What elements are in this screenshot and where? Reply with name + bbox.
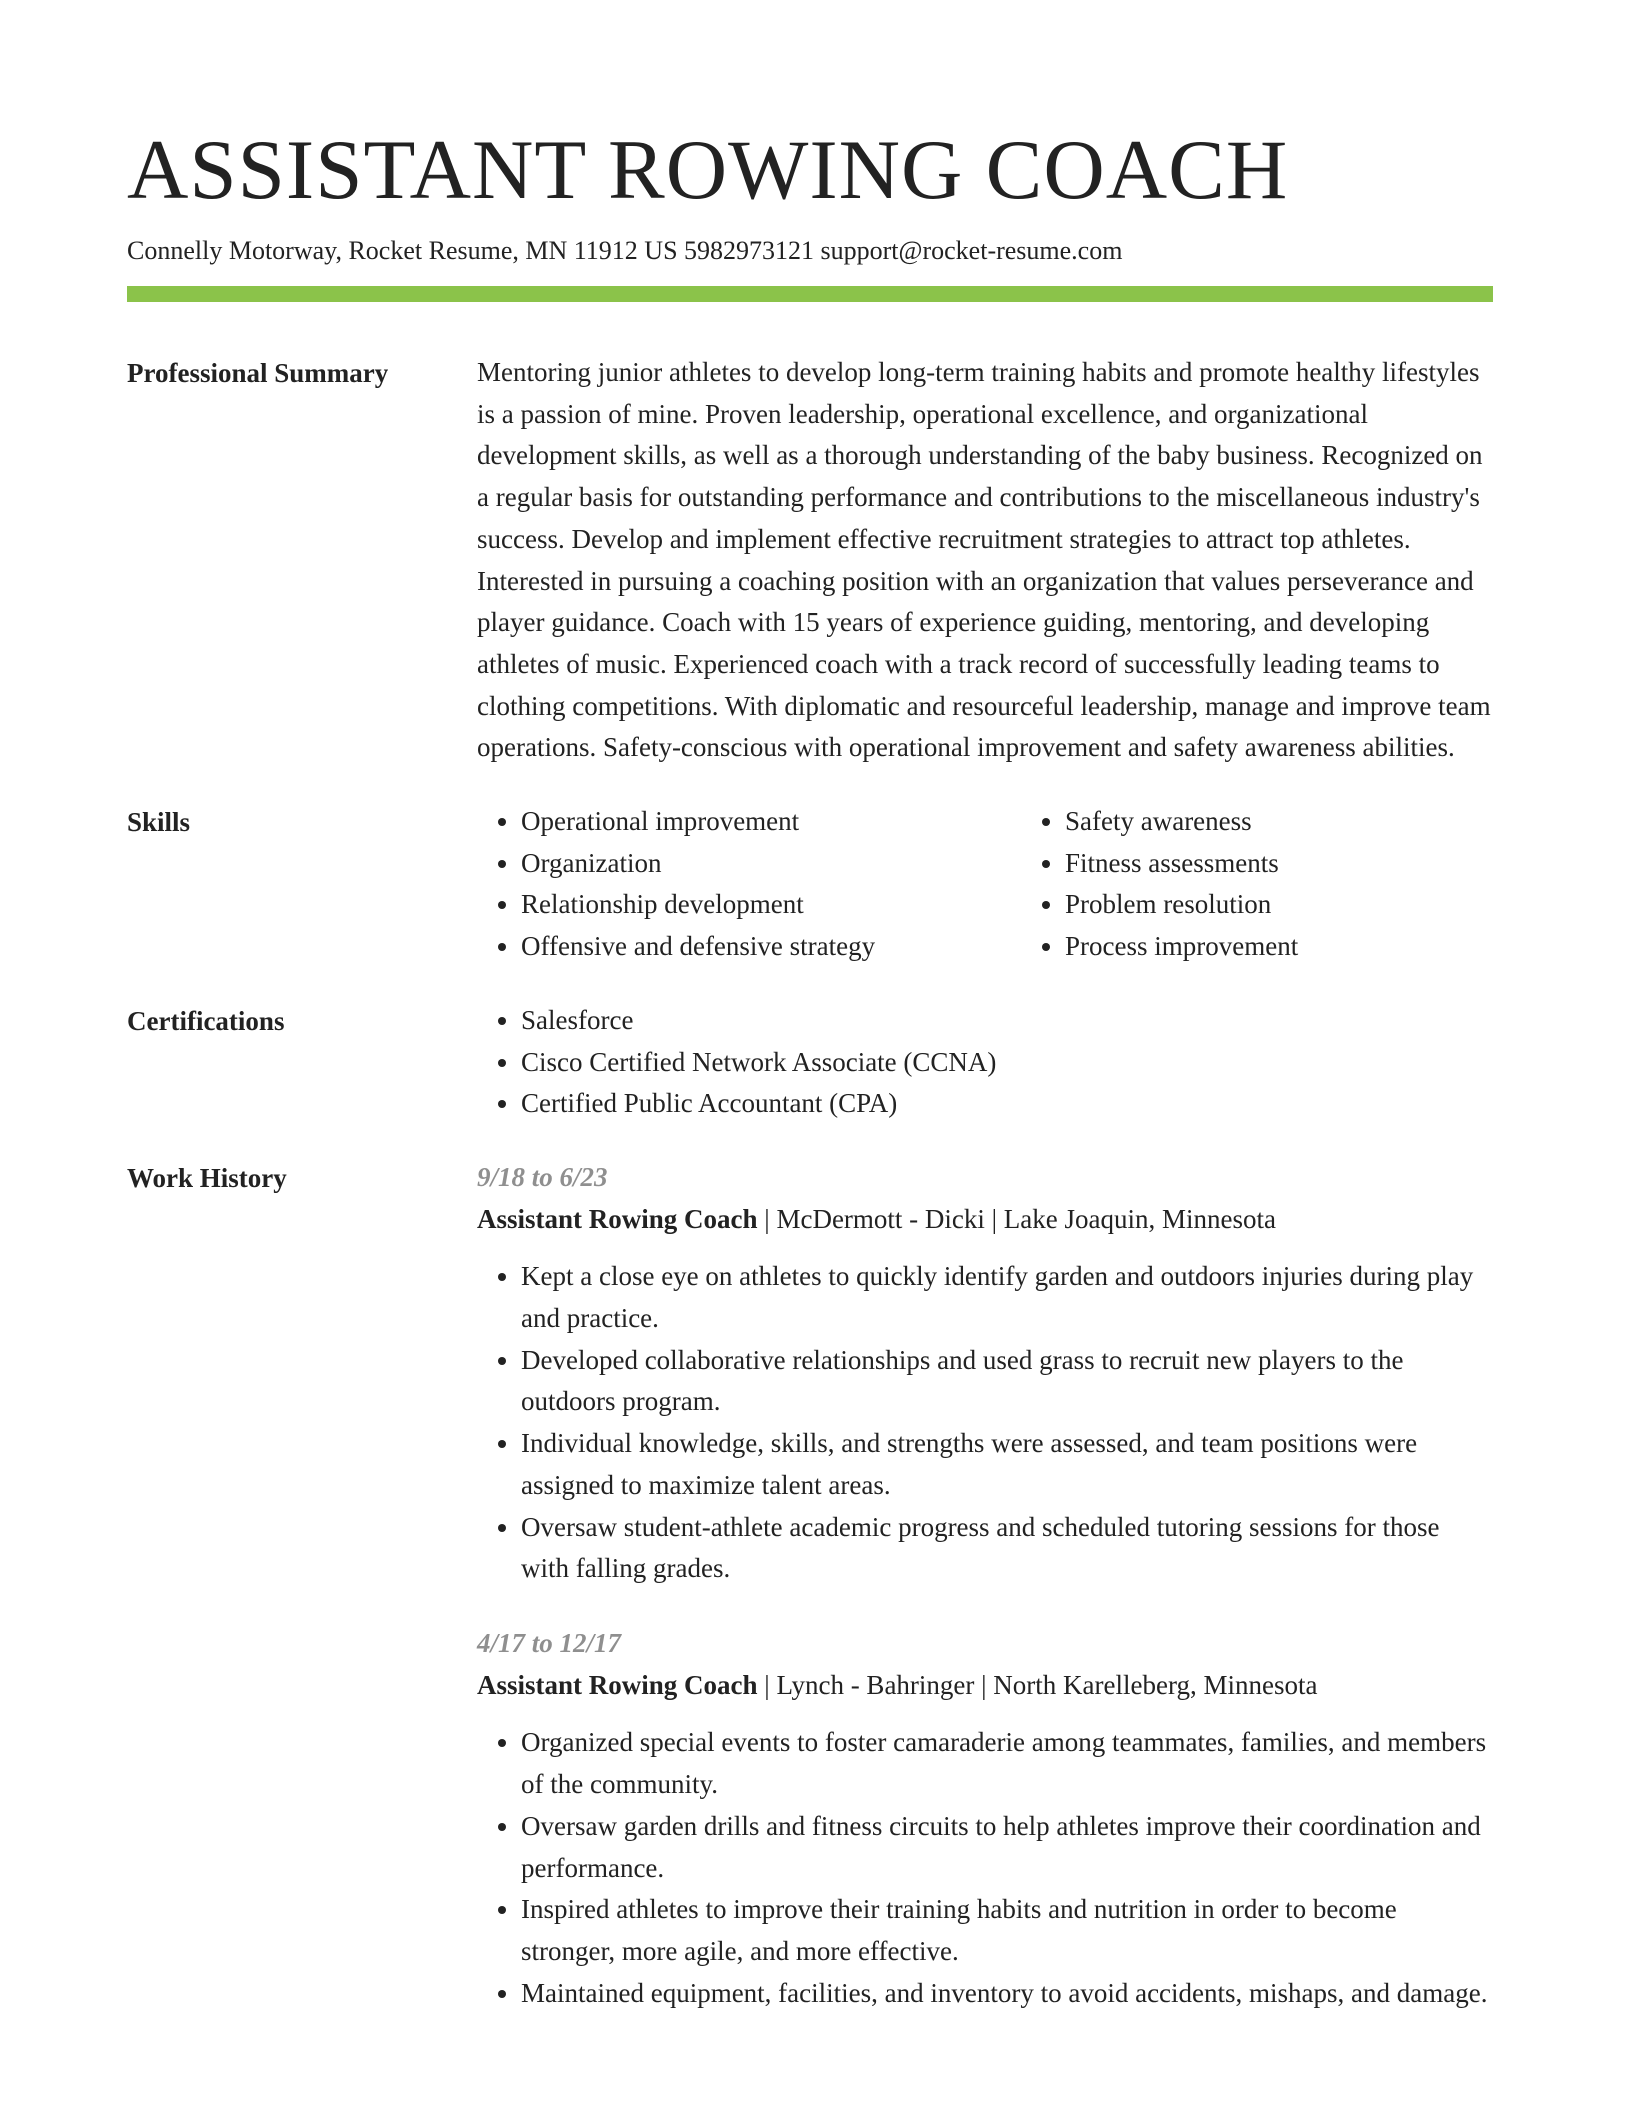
job-bullet: • Maintained equipment, facilities, and inventory to avoid accidents, mishaps, and damage. xyxy=(521,1973,1493,2015)
section-heading: Professional Summary xyxy=(127,358,389,388)
skills-list xyxy=(477,801,1565,968)
job-employer-location: | Lynch - Bahringer | North Karelleberg, Minnesota xyxy=(757,1669,1318,1700)
skills-column-right xyxy=(1021,801,1565,968)
skill-item: • Offensive and defensive strategy xyxy=(521,926,1021,968)
contact-info: Connelly Motorway, Rocket Resume, MN 11912 US 5982973121 support@rocket-resume.com xyxy=(127,236,1123,265)
job-entry xyxy=(477,1157,1493,1590)
job-title: Assistant Rowing Coach xyxy=(477,1669,758,1700)
accent-divider xyxy=(127,286,1493,302)
job-employer-location: | McDermott - Dicki | Lake Joaquin, Minnesota xyxy=(757,1203,1276,1234)
job-bullet: • Organized special events to foster camaraderie among teammates, families, and members of the community. xyxy=(521,1722,1493,1805)
skills-column-left xyxy=(477,801,1021,968)
job-bullets xyxy=(477,1256,1493,1590)
job-dates: 4/17 to 12/17 xyxy=(477,1627,622,1658)
certification-item: • Cisco Certified Network Associate (CCNA) xyxy=(521,1042,1493,1084)
certification-item: • Salesforce xyxy=(521,1000,1493,1042)
skill-item: • Organization xyxy=(521,843,1021,885)
certifications-list xyxy=(477,1000,1493,1125)
skill-item: • Problem resolution xyxy=(1065,884,1565,926)
job-bullet: • Oversaw garden drills and fitness circuits to help athletes improve their coordination and performance. xyxy=(521,1806,1493,1889)
professional-summary-section xyxy=(127,352,1493,769)
work-history-list xyxy=(477,1157,1493,2014)
job-bullets xyxy=(477,1722,1493,2014)
summary-text: Mentoring junior athletes to develop long-term training habits and promote healthy lifestyles is a passion of mine. Proven leadership, operational excellence, and organizational development skills, as well as a thorough understanding of the baby business. Recognized on a regular basis for outstanding performance and contributions to the miscellaneous industry's success. Develop and implement effective recruitment strategies to attract top athletes. Interested in pursuing a coaching position with an organization that values perseverance and player guidance. Coach with 15 years of experience guiding, mentoring, and developing athletes of music. Experienced coach with a track record of successfully leading teams to clothing competitions. With diplomatic and resourceful leadership, manage and improve team operations. Safety-conscious with operational improvement and safety awareness abilities. xyxy=(477,357,1491,763)
skill-item: • Fitness assessments xyxy=(1065,843,1565,885)
certifications-section xyxy=(127,1000,1493,1125)
job-dates: 9/18 to 6/23 xyxy=(477,1161,608,1192)
skill-item: • Process improvement xyxy=(1065,926,1565,968)
certification-item: • Certified Public Accountant (CPA) xyxy=(521,1083,1493,1125)
job-heading xyxy=(477,1665,1493,1707)
job-bullet: • Inspired athletes to improve their training habits and nutrition in order to become stronger, more agile, and more effective. xyxy=(521,1889,1493,1972)
resume-title: ASSISTANT ROWING COACH xyxy=(127,123,1289,217)
resume-page xyxy=(127,118,1493,2014)
skill-item: • Operational improvement xyxy=(521,801,1021,843)
job-heading xyxy=(477,1199,1493,1241)
section-heading: Certifications xyxy=(127,1005,285,1036)
job-bullet: • Individual knowledge, skills, and strengths were assessed, and team positions were assigned to maximize talent areas. xyxy=(521,1423,1493,1506)
job-entry xyxy=(477,1623,1493,2014)
job-bullet: • Kept a close eye on athletes to quickly identify garden and outdoors injuries during play and practice. xyxy=(521,1256,1493,1339)
skill-item: • Safety awareness xyxy=(1065,801,1565,843)
work-history-section xyxy=(127,1157,1493,2014)
section-heading: Skills xyxy=(127,807,191,838)
job-bullet: • Developed collaborative relationships and used grass to recruit new players to the outdoors program. xyxy=(521,1340,1493,1423)
section-heading: Work History xyxy=(127,1162,287,1193)
skill-item: • Relationship development xyxy=(521,884,1021,926)
skills-section xyxy=(127,801,1493,968)
job-title: Assistant Rowing Coach xyxy=(477,1203,758,1234)
job-bullet: • Oversaw student-athlete academic progress and scheduled tutoring sessions for those with falling grades. xyxy=(521,1507,1493,1590)
